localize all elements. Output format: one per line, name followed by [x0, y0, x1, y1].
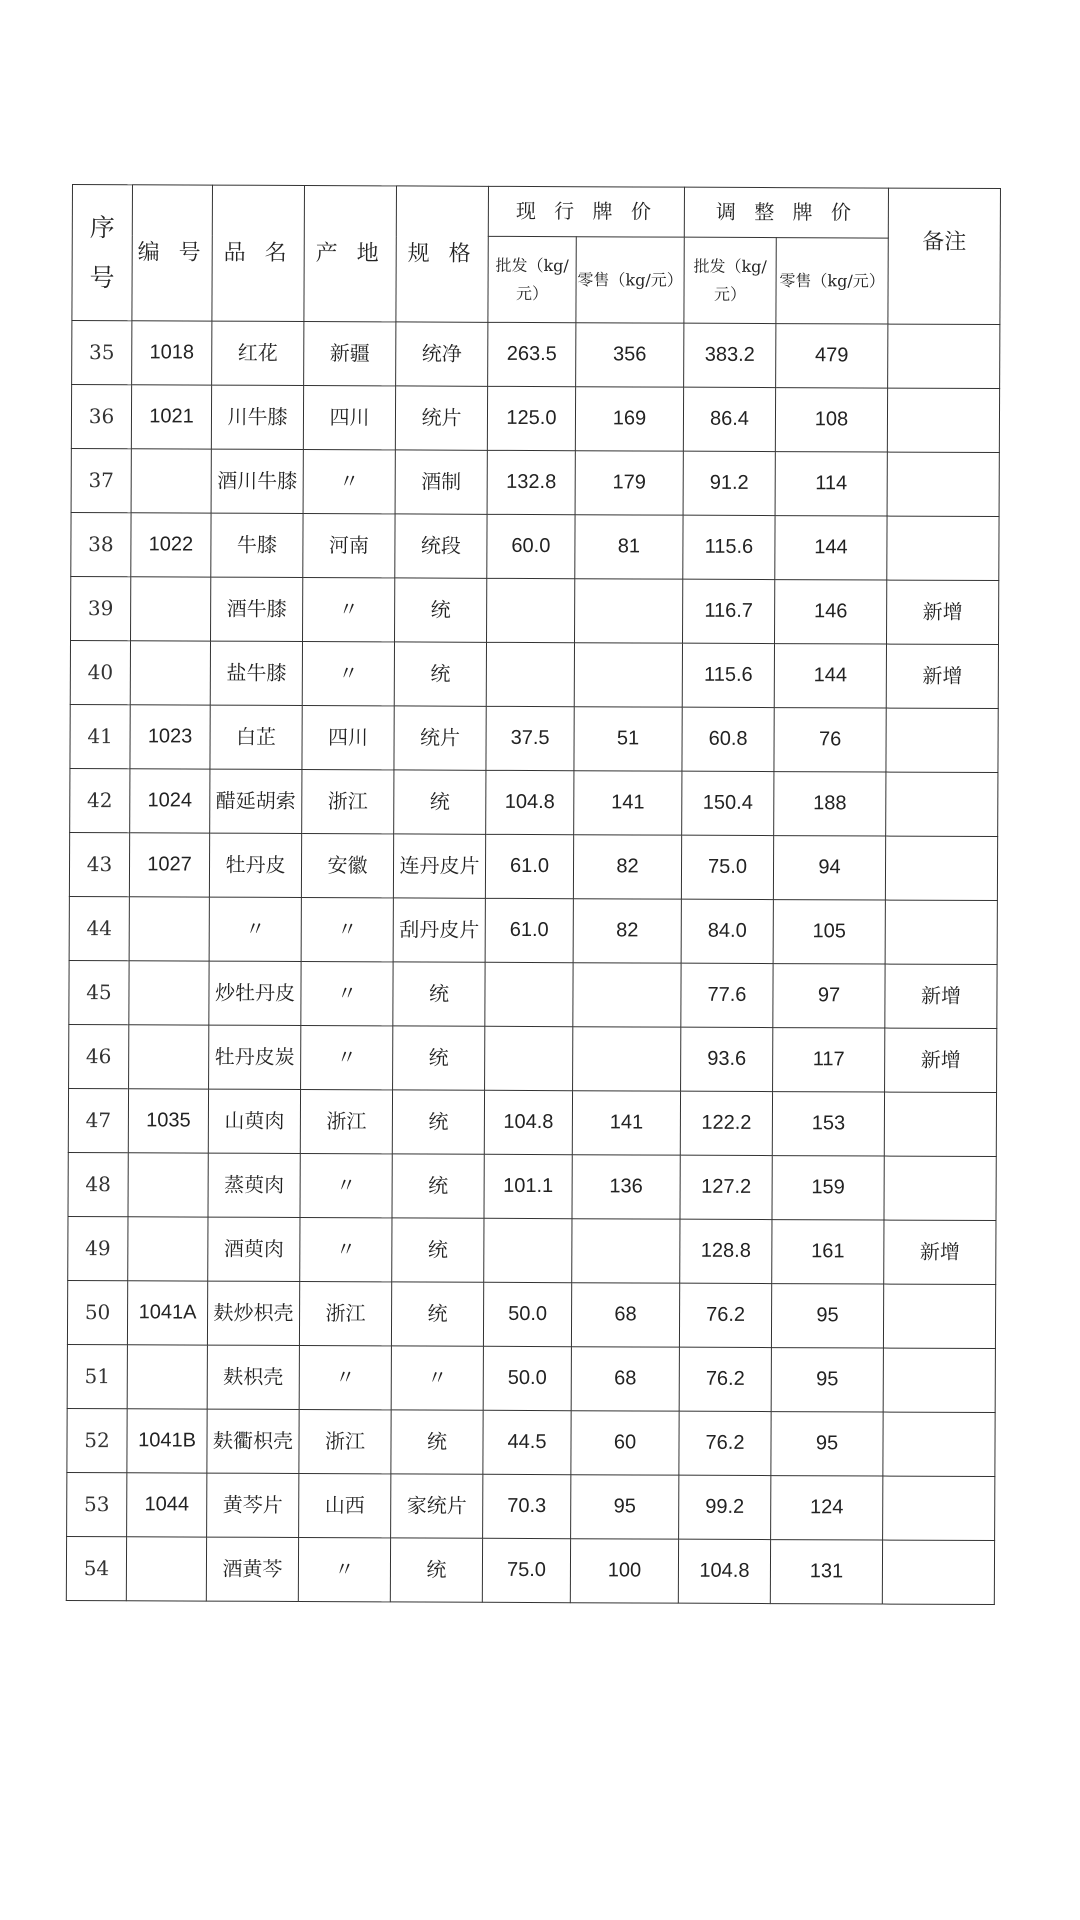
row-name: 红花	[212, 321, 304, 385]
row-seq: 40	[70, 640, 130, 704]
row-name: 白芷	[210, 705, 302, 769]
row-adjusted-retail: 161	[772, 1220, 884, 1284]
row-adjusted-retail: 76	[774, 708, 886, 772]
table-row	[71, 385, 999, 453]
row-spec: 连丹皮片	[393, 834, 485, 898]
row-current-wholesale	[485, 1026, 573, 1090]
row-note	[886, 772, 998, 836]
row-current-retail: 81	[575, 515, 683, 579]
row-note	[885, 836, 997, 900]
row-note	[883, 1476, 995, 1540]
row-adjusted-wholesale: 150.4	[682, 771, 774, 835]
row-name: 〃	[209, 897, 301, 961]
row-seq: 45	[69, 960, 129, 1024]
row-adjusted-wholesale: 115.6	[683, 515, 775, 579]
row-seq: 43	[69, 832, 129, 896]
row-adjusted-wholesale: 77.6	[681, 963, 773, 1027]
table-header	[72, 185, 1001, 325]
price-adjustment-table	[66, 184, 1001, 1605]
row-adjusted-wholesale: 84.0	[681, 899, 773, 963]
row-note	[883, 1412, 995, 1476]
header-seq-char-1: 序	[89, 213, 115, 243]
row-code	[127, 1345, 207, 1409]
row-note	[885, 900, 997, 964]
table-row	[68, 1088, 996, 1156]
row-code: 1021	[131, 385, 211, 449]
row-spec: 酒制	[395, 450, 487, 514]
row-name: 麸炒枳壳	[207, 1281, 299, 1345]
row-adjusted-wholesale: 122.2	[680, 1091, 772, 1155]
table-row	[69, 960, 997, 1028]
row-spec: 统	[391, 1410, 483, 1474]
row-origin: 浙江	[302, 770, 394, 834]
row-adjusted-wholesale: 115.6	[682, 643, 774, 707]
row-seq: 51	[67, 1344, 127, 1408]
row-code	[128, 1153, 208, 1217]
header-adjusted-price: 调 整 牌 价	[684, 187, 888, 238]
row-code	[129, 1025, 209, 1089]
row-adjusted-wholesale: 128.8	[680, 1219, 772, 1283]
row-note	[887, 388, 999, 452]
row-seq: 47	[68, 1088, 128, 1152]
row-code: 1041B	[127, 1409, 207, 1473]
row-code: 1024	[130, 769, 210, 833]
row-current-retail: 169	[575, 387, 683, 451]
row-adjusted-wholesale: 86.4	[683, 387, 775, 451]
row-current-wholesale	[486, 642, 574, 706]
row-current-retail: 141	[572, 1091, 680, 1155]
row-spec: 统净	[396, 322, 488, 386]
row-origin: 安徽	[301, 834, 393, 898]
row-origin: 〃	[300, 1154, 392, 1218]
row-name: 川牛膝	[211, 385, 303, 449]
table-row	[70, 640, 998, 708]
row-current-retail: 95	[571, 1475, 679, 1539]
row-seq: 36	[71, 385, 131, 449]
row-spec: 统段	[395, 514, 487, 578]
row-adjusted-wholesale: 116.7	[683, 579, 775, 643]
row-current-retail	[573, 963, 681, 1027]
row-note	[886, 708, 998, 772]
table-row	[71, 448, 999, 516]
row-current-retail: 60	[571, 1411, 679, 1475]
table-row	[72, 321, 1000, 389]
row-adjusted-wholesale: 99.2	[679, 1475, 771, 1539]
row-seq: 53	[67, 1472, 127, 1536]
row-current-wholesale: 50.0	[483, 1282, 571, 1346]
row-adjusted-wholesale: 76.2	[679, 1283, 771, 1347]
row-origin: 河南	[303, 514, 395, 578]
row-name: 酒黄芩	[206, 1537, 298, 1601]
row-current-wholesale: 132.8	[487, 450, 575, 514]
row-note	[887, 452, 999, 516]
row-spec: 统	[391, 1282, 483, 1346]
row-spec: 家统片	[391, 1474, 483, 1538]
row-seq: 44	[69, 896, 129, 960]
row-note	[887, 516, 999, 580]
row-current-wholesale: 75.0	[482, 1538, 570, 1602]
row-current-wholesale: 70.3	[483, 1474, 571, 1538]
row-current-retail	[574, 643, 682, 707]
header-current-retail: 零售（kg/元）	[576, 237, 684, 323]
row-name: 黄芩片	[207, 1473, 299, 1537]
row-spec: 统	[392, 1218, 484, 1282]
row-code: 1041A	[127, 1281, 207, 1345]
table-row	[67, 1344, 995, 1412]
table-row	[66, 1536, 994, 1604]
row-note: 新增	[887, 580, 999, 644]
row-current-wholesale: 101.1	[484, 1154, 572, 1218]
row-seq: 50	[67, 1280, 127, 1344]
row-adjusted-wholesale: 75.0	[681, 835, 773, 899]
header-note: 备注	[888, 188, 1001, 324]
row-origin: 〃	[301, 898, 393, 962]
header-seq	[72, 185, 133, 321]
row-adjusted-wholesale: 383.2	[684, 323, 776, 387]
table-row	[70, 768, 998, 836]
header-current-wholesale: 批发（kg/元）	[488, 236, 576, 322]
row-code: 1035	[128, 1089, 208, 1153]
row-seq: 38	[71, 512, 131, 576]
row-adjusted-retail: 188	[774, 772, 886, 836]
row-code	[131, 449, 211, 513]
row-current-wholesale: 50.0	[483, 1346, 571, 1410]
row-note	[883, 1284, 995, 1348]
row-adjusted-retail: 97	[773, 964, 885, 1028]
row-name: 牡丹皮炭	[209, 1025, 301, 1089]
row-seq: 37	[71, 448, 131, 512]
row-seq: 52	[67, 1408, 127, 1472]
row-adjusted-retail: 108	[775, 388, 887, 452]
header-adjusted-retail: 零售（kg/元）	[776, 238, 888, 324]
row-adjusted-retail: 105	[773, 900, 885, 964]
row-note	[888, 324, 1000, 388]
row-note	[884, 1156, 996, 1220]
row-adjusted-wholesale: 93.6	[681, 1027, 773, 1091]
row-seq: 46	[69, 1024, 129, 1088]
row-name: 酒萸肉	[208, 1217, 300, 1281]
row-adjusted-wholesale: 60.8	[682, 707, 774, 771]
row-current-wholesale: 44.5	[483, 1410, 571, 1474]
row-origin: 〃	[303, 450, 395, 514]
row-origin: 〃	[302, 642, 394, 706]
row-code	[129, 897, 209, 961]
row-note	[884, 1092, 996, 1156]
row-note: 新增	[886, 644, 998, 708]
row-note	[883, 1348, 995, 1412]
table-row	[67, 1472, 995, 1540]
row-current-retail: 179	[575, 451, 683, 515]
table-row	[67, 1280, 995, 1348]
table-row	[70, 704, 998, 772]
row-origin: 〃	[301, 962, 393, 1026]
row-spec: 刮丹皮片	[393, 898, 485, 962]
row-code	[128, 1217, 208, 1281]
row-adjusted-retail: 153	[772, 1092, 884, 1156]
row-adjusted-retail: 114	[775, 452, 887, 516]
row-adjusted-wholesale: 127.2	[680, 1155, 772, 1219]
row-current-retail: 136	[572, 1155, 680, 1219]
row-adjusted-retail: 124	[771, 1476, 883, 1540]
row-seq: 54	[66, 1536, 126, 1600]
row-code: 1023	[130, 705, 210, 769]
row-current-wholesale: 60.0	[487, 514, 575, 578]
row-seq: 48	[68, 1152, 128, 1216]
row-name: 牛膝	[211, 513, 303, 577]
row-origin: 四川	[303, 386, 395, 450]
header-current-price: 现 行 牌 价	[488, 186, 684, 237]
row-name: 醋延胡索	[210, 769, 302, 833]
row-adjusted-retail: 159	[772, 1156, 884, 1220]
row-current-wholesale	[484, 1218, 572, 1282]
row-origin: 浙江	[299, 1410, 391, 1474]
row-name: 酒川牛膝	[211, 449, 303, 513]
row-spec: 统片	[395, 386, 487, 450]
row-seq: 42	[70, 768, 130, 832]
row-adjusted-retail: 131	[770, 1540, 882, 1604]
row-origin: 浙江	[300, 1090, 392, 1154]
table-row	[67, 1408, 995, 1476]
row-current-retail	[572, 1219, 680, 1283]
header-adjusted-wholesale: 批发（kg/元）	[684, 237, 776, 323]
row-adjusted-wholesale: 76.2	[679, 1347, 771, 1411]
row-code	[131, 577, 211, 641]
row-origin: 〃	[303, 578, 395, 642]
row-code	[130, 641, 210, 705]
row-adjusted-wholesale: 91.2	[683, 451, 775, 515]
row-adjusted-retail: 94	[773, 836, 885, 900]
row-spec: 统	[392, 1090, 484, 1154]
row-adjusted-retail: 95	[771, 1412, 883, 1476]
row-current-wholesale: 263.5	[488, 322, 576, 386]
row-name: 蒸萸肉	[208, 1153, 300, 1217]
row-note: 新增	[885, 964, 997, 1028]
row-code	[126, 1537, 206, 1601]
row-name: 麸枳壳	[207, 1345, 299, 1409]
row-current-retail: 356	[576, 323, 684, 387]
row-current-retail: 82	[573, 899, 681, 963]
row-code	[129, 961, 209, 1025]
row-adjusted-wholesale: 76.2	[679, 1411, 771, 1475]
row-adjusted-retail: 146	[775, 580, 887, 644]
row-note: 新增	[884, 1220, 996, 1284]
row-spec: 统	[393, 962, 485, 1026]
row-origin: 〃	[298, 1538, 390, 1602]
row-name: 盐牛膝	[210, 641, 302, 705]
row-code: 1027	[129, 833, 209, 897]
table-row	[68, 1152, 996, 1220]
table-body	[66, 321, 1000, 1605]
row-current-wholesale: 61.0	[485, 898, 573, 962]
row-spec: 统	[390, 1538, 482, 1602]
row-current-wholesale: 125.0	[487, 386, 575, 450]
row-current-wholesale: 37.5	[486, 706, 574, 770]
row-adjusted-retail: 144	[775, 516, 887, 580]
header-code: 编 号	[132, 185, 213, 321]
header-origin: 产 地	[304, 186, 397, 322]
row-name: 牡丹皮	[209, 833, 301, 897]
table-row	[71, 512, 999, 580]
row-current-retail: 68	[571, 1347, 679, 1411]
row-current-wholesale: 104.8	[486, 770, 574, 834]
row-adjusted-wholesale: 104.8	[678, 1539, 770, 1603]
row-note	[882, 1540, 994, 1604]
row-current-retail: 51	[574, 707, 682, 771]
row-spec: 统	[394, 642, 486, 706]
row-seq: 49	[68, 1216, 128, 1280]
row-current-wholesale: 61.0	[485, 834, 573, 898]
row-adjusted-retail: 95	[771, 1284, 883, 1348]
row-spec: 统	[395, 578, 487, 642]
table-row	[69, 896, 997, 964]
row-current-retail: 100	[570, 1539, 678, 1603]
row-origin: 新疆	[304, 322, 396, 386]
row-adjusted-retail: 479	[776, 324, 888, 388]
row-adjusted-retail: 95	[771, 1348, 883, 1412]
row-spec: 〃	[391, 1346, 483, 1410]
row-current-wholesale: 104.8	[484, 1090, 572, 1154]
row-code: 1044	[127, 1473, 207, 1537]
row-spec: 统	[392, 1154, 484, 1218]
row-seq: 41	[70, 704, 130, 768]
row-spec: 统	[393, 1026, 485, 1090]
row-origin: 山西	[299, 1474, 391, 1538]
header-seq-char-2: 号	[89, 262, 115, 292]
row-name: 酒牛膝	[211, 577, 303, 641]
row-origin: 〃	[301, 1026, 393, 1090]
row-origin: 〃	[299, 1346, 391, 1410]
row-current-retail	[573, 1027, 681, 1091]
row-current-wholesale	[487, 578, 575, 642]
row-current-retail: 82	[573, 835, 681, 899]
row-seq: 39	[71, 576, 131, 640]
row-origin: 〃	[300, 1218, 392, 1282]
row-seq: 35	[72, 321, 132, 385]
row-spec: 统	[394, 770, 486, 834]
row-current-retail: 141	[574, 771, 682, 835]
table-row	[69, 1024, 997, 1092]
row-name: 炒牡丹皮	[209, 961, 301, 1025]
row-current-wholesale	[485, 962, 573, 1026]
row-origin: 浙江	[299, 1282, 391, 1346]
row-spec: 统片	[394, 706, 486, 770]
header-name: 品 名	[212, 185, 305, 321]
row-current-retail	[575, 579, 683, 643]
row-name: 山萸肉	[208, 1089, 300, 1153]
table-row	[69, 832, 997, 900]
row-adjusted-retail: 144	[774, 644, 886, 708]
row-code: 1022	[131, 513, 211, 577]
header-spec: 规 格	[396, 186, 489, 322]
row-name: 麸衢枳壳	[207, 1409, 299, 1473]
table-row	[68, 1216, 996, 1284]
row-adjusted-retail: 117	[773, 1028, 885, 1092]
row-origin: 四川	[302, 706, 394, 770]
row-code: 1018	[132, 321, 212, 385]
table-row	[71, 576, 999, 644]
row-current-retail: 68	[571, 1283, 679, 1347]
row-note: 新增	[885, 1028, 997, 1092]
